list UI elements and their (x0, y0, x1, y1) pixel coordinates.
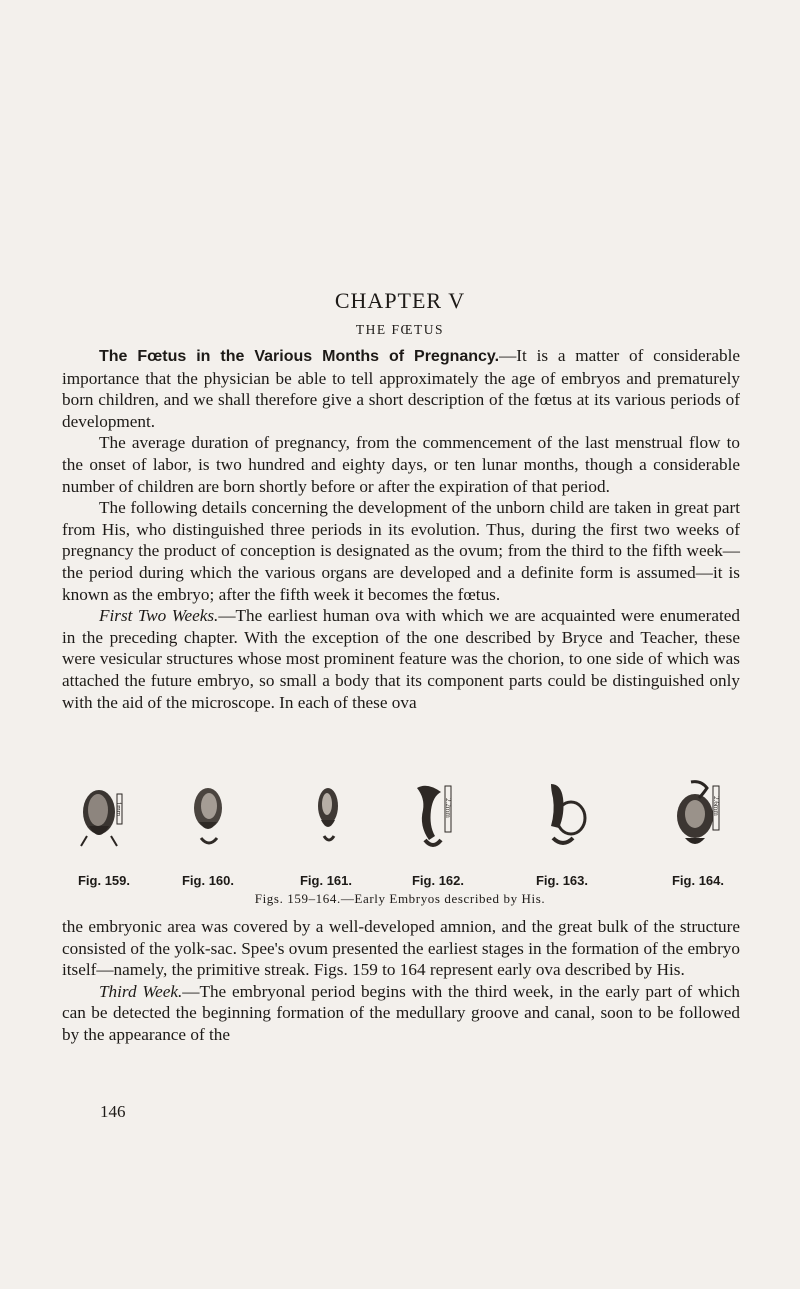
paragraph-6-heading: Third Week. (99, 981, 183, 1001)
figure-162 (388, 778, 488, 888)
figure-164-label: Fig. 164. (671, 873, 725, 888)
figure-caption: Figs. 159–164.—Early Embryos described by His. (254, 891, 546, 906)
figure-161 (276, 778, 376, 888)
scale-label-164: 2.6mm (712, 796, 720, 816)
figure-162-label: Fig. 162. (411, 873, 465, 888)
figure-159-label: Fig. 159. (77, 873, 131, 888)
figure-164 (648, 778, 748, 888)
embryo-160-illustration (173, 778, 243, 860)
figure-160 (158, 778, 258, 888)
scale-label-162: 2.2mm (444, 798, 452, 818)
paragraph-1-body: —It is a matter of considerable importance that the physician be able to tell approximately the age of embryos and prematurely born children, and we shall therefore give a short description of the fœtus at its various periods of development. (62, 346, 740, 431)
figure-163-label: Fig. 163. (535, 873, 589, 888)
paragraph-3: The following details concerning the development of the unborn child are taken in great part from His, who distinguished three periods in its evolution. Thus, during the first two weeks of pregnancy the product of conception is designated as the ovum; from the third to the fifth week—the period during which the various organs are developed and a definite form is assumed—it is known as the embryo; after the fifth week it becomes the fœtus. (62, 498, 740, 604)
paragraph-1 (62, 345, 740, 432)
embryo-162-illustration (403, 778, 473, 860)
chapter-subtitle: THE FŒTUS (355, 322, 445, 337)
paragraph-6-body: —The embryonal period begins with the third week, in the early part of which can be detected the beginning formation of the medullary groove and canal, soon to be followed by the appearance of the (62, 981, 740, 1044)
paragraph-4 (62, 605, 740, 713)
page-number: 146 (100, 1102, 126, 1121)
paragraph-6 (62, 981, 740, 1046)
figure-161-label: Fig. 161. (299, 873, 353, 888)
paragraph-2: The average duration of pregnancy, from the commencement of the last menstrual flow to the onset of labor, is two hundred and eighty days, or ten lunar months, though a considerable number of children are born shortly before or after the expiration of that period. (62, 433, 740, 496)
text-block-top (62, 345, 740, 713)
embryo-164-illustration (663, 778, 733, 860)
scale-label-159: 1mm (114, 801, 123, 817)
embryo-163-illustration (527, 778, 597, 860)
figure-159 (54, 778, 154, 888)
embryo-figures (62, 778, 740, 888)
embryo-161-illustration (291, 778, 361, 860)
chapter-heading: CHAPTER V (334, 288, 466, 313)
embryo-159-illustration (69, 778, 139, 860)
text-block-bottom (62, 916, 740, 1046)
paragraph-1-heading: The Fœtus in the Various Months of Pregnancy. (99, 348, 500, 365)
paragraph-4-heading: First Two Weeks. (99, 606, 219, 626)
paragraph-4-body: —The earliest human ova with which we are acquainted were enumerated in the preceding chapter. With the exception of the one described by Bryce and Teacher, these were vesicular structures whose most prominent feature was the chorion, to one side of which was attached the future embryo, so small a body that its component parts could be distinguished only with the aid of the microscope. In each of these ova (62, 606, 740, 712)
paragraph-5: the embryonic area was covered by a well-developed amnion, and the great bulk of the structure consisted of the yolk-sac. Spee's ovum presented the earliest stages in the formation of the embryo itself—namely, the primitive streak. Figs. 159 to 164 represent early ova described by His. (62, 917, 740, 980)
figure-160-label: Fig. 160. (181, 873, 235, 888)
figure-163 (512, 778, 612, 888)
